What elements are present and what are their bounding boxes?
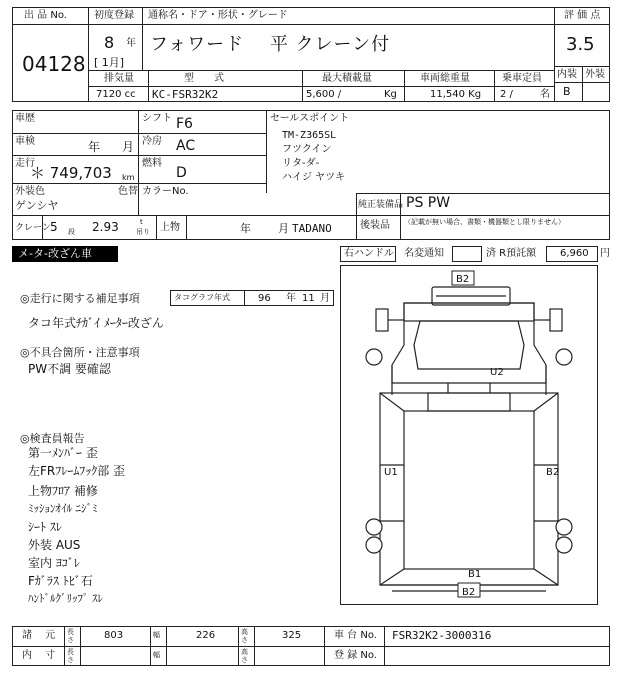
divider: [554, 24, 610, 25]
reg-year-suffix: 年: [126, 38, 136, 49]
fuel-label: 燃料: [142, 158, 162, 169]
inspector-item: 第一ﾒﾝﾊﾞｰ 歪: [28, 446, 98, 460]
divider: [12, 215, 610, 216]
inspector-header: ◎検査員報告: [20, 432, 85, 445]
divider: [554, 7, 555, 102]
gross-weight-label: 車両総重量: [420, 73, 470, 84]
gross-weight: 11,540 Kg: [430, 89, 482, 100]
chassis-label: 車 台 No.: [334, 630, 377, 641]
max-load: 5,600 /: [306, 89, 342, 100]
mark-b1: B1: [468, 569, 482, 580]
equipment-label: 純正装備品: [358, 200, 404, 210]
equipment-value: PS PW: [406, 195, 451, 211]
mark-b2-bottom: B2: [462, 587, 476, 598]
sales-point-4: ハイジ ヤツキ: [282, 172, 346, 183]
length-label-2: 長さ: [67, 648, 74, 664]
aftermarket-note: （記載が無い場合、書類・機器類とし限りません）: [404, 218, 565, 226]
shift-label: シフト: [142, 113, 172, 124]
lot-no-label: 出 品 No.: [24, 10, 67, 21]
displacement-label: 排気量: [104, 73, 134, 84]
divider: [324, 626, 325, 666]
divider: [148, 70, 149, 102]
inspector-item: ﾐｯｼｮﾝｵｲﾙ ﾆｼﾞﾐ: [28, 502, 98, 515]
displacement: 7120 cc: [96, 89, 136, 100]
divider: [266, 110, 267, 193]
divider: [554, 82, 610, 83]
crane-lift-unit: 吊り: [136, 228, 150, 236]
divider: [356, 193, 610, 194]
model-type-label: 型 式: [184, 73, 224, 84]
odometer-tampered-badge: メ-タ-改ざん車: [12, 246, 118, 262]
mileage: ＊ 749,703: [30, 164, 112, 182]
truck-outline: [340, 265, 598, 605]
dims-label: 諸 元: [22, 630, 56, 641]
ac-label: 冷房: [142, 136, 162, 147]
inspection-year: 年: [88, 140, 101, 154]
reg-year: 8: [104, 33, 115, 52]
sales-point-1: TM-Z365SL: [282, 130, 337, 141]
divider: [238, 626, 239, 666]
divider: [166, 626, 167, 666]
vehicle-diagram: [340, 265, 598, 605]
inspector-item: Fｶﾞﾗｽ ﾄﾋﾞ石: [28, 574, 93, 588]
recycle-label: 済 R預託額: [486, 248, 537, 259]
model-type: KC-FSR32K2: [152, 88, 219, 101]
score: 3.5: [566, 34, 595, 55]
interior-label: 内装: [557, 69, 577, 80]
model-name: フォワード 平 クレーン付: [150, 34, 391, 55]
name-change-label: 名変通知: [404, 248, 444, 259]
divider: [384, 626, 385, 666]
history-label: 車歴: [15, 113, 35, 124]
inspector-item: ﾊﾝﾄﾞﾙｸﾞﾘｯﾌﾟ ｽﾚ: [28, 592, 103, 605]
divider: [64, 626, 65, 666]
color-change-label: 色替: [118, 186, 138, 197]
divider: [302, 70, 303, 102]
upper-month: 月: [278, 222, 289, 235]
yen: 円: [600, 248, 610, 259]
divider: [186, 215, 187, 240]
tacho-month: 11: [302, 293, 315, 304]
lot-no: 04128: [22, 52, 86, 76]
interior-dims-label: 内 寸: [22, 650, 56, 661]
defects-note: PW不調 要確認: [28, 362, 111, 376]
length-label: 長さ: [67, 628, 74, 644]
tachograph-label: タコグラフ年式: [174, 293, 230, 302]
height-label: 高さ: [241, 628, 248, 644]
divider: [494, 70, 495, 102]
fuel: D: [176, 165, 187, 181]
tacho-year-unit: 年: [286, 293, 296, 304]
width-label-2: 幅: [153, 651, 160, 659]
mark-b2-top: B2: [456, 274, 470, 285]
divider: [12, 24, 88, 25]
height: 325: [282, 630, 302, 641]
divider: [244, 290, 245, 306]
upper-maker: TADANO: [292, 222, 332, 235]
max-load-unit: Kg: [384, 89, 397, 100]
mark-b2-side: B2: [546, 467, 560, 478]
tacho-year: 96: [258, 293, 271, 304]
divider: [138, 110, 139, 215]
divider: [80, 626, 81, 666]
divider: [88, 70, 554, 71]
upper-year: 年: [240, 222, 251, 235]
sales-points-label: セールスポイント: [270, 113, 350, 124]
inspection-label: 車検: [15, 136, 35, 147]
chassis-no: FSR32K2-3000316: [392, 629, 492, 642]
ext-color: ゲンシヤ: [15, 199, 59, 212]
defects-header: ◎不具合箇所・注意事項: [20, 346, 140, 359]
aftermarket-label: 後装品: [360, 220, 390, 231]
driving-note: タコ年式ﾁｶﾞｲ ﾒｰﾀｰ改ざん: [28, 316, 164, 330]
length: 803: [104, 630, 124, 641]
inspector-item: ｼｰﾄ ｽﾚ: [28, 520, 62, 534]
divider: [12, 183, 266, 184]
color-no-label: カラーNo.: [142, 186, 189, 197]
divider: [150, 626, 151, 666]
divider: [88, 86, 554, 87]
inspector-item: 室内 ﾖｺﾞﾚ: [28, 556, 80, 570]
inspector-item: 左FRﾌﾚｰﾑﾌｯｸ部 歪: [28, 464, 126, 478]
height-label-2: 高さ: [241, 648, 248, 664]
divider: [156, 215, 157, 240]
divider: [142, 7, 143, 24]
name-change-box: [452, 246, 482, 262]
inspector-item: 外装 AUS: [28, 538, 81, 552]
sales-point-3: リタ-ダ-: [282, 158, 320, 169]
exterior-label: 外装: [585, 69, 605, 80]
divider: [88, 24, 554, 25]
grade-label: 通称名・ドア・形状・グレード: [148, 10, 288, 21]
ext-color-label: 外装色: [15, 186, 45, 197]
divider: [12, 155, 266, 156]
width-label: 幅: [153, 631, 160, 639]
crane-label: クレーン: [15, 223, 51, 233]
recycle-amount: 6,960: [560, 248, 589, 259]
capacity: 2 /: [500, 89, 513, 100]
reg-no-label: 登 録 No.: [334, 650, 377, 661]
divider: [12, 646, 610, 647]
width: 226: [196, 630, 216, 641]
first-reg-label: 初度登録: [94, 10, 134, 21]
divider: [404, 70, 405, 102]
mileage-label: 走行: [15, 158, 35, 169]
capacity-label: 乗車定員: [502, 73, 542, 84]
interior-score: B: [563, 85, 571, 98]
divider: [142, 24, 143, 70]
ac: AC: [176, 138, 196, 154]
tacho-month-unit: 月: [320, 293, 330, 304]
driving-header: ◎走行に関する補足事項: [20, 292, 140, 305]
steering: 右ハンドル: [344, 248, 394, 259]
max-load-label: 最大積載量: [322, 73, 372, 84]
inspection-month: 月: [122, 140, 135, 154]
divider: [88, 7, 89, 102]
mileage-unit: km: [122, 173, 135, 182]
crane-stages: 5: [50, 220, 58, 234]
crane-stages-unit: 段: [68, 228, 75, 236]
crane-tons: 2.93: [92, 220, 119, 234]
upper-label: 上物: [160, 222, 180, 233]
score-label: 評 価 点: [564, 10, 601, 21]
divider: [356, 193, 357, 240]
sales-point-2: フツクイン: [282, 144, 332, 155]
inspector-item: 上物ﾌﾛｱ 補修: [28, 484, 98, 498]
crane-tons-unit: t: [140, 218, 143, 226]
reg-month: [ 1月]: [94, 56, 125, 69]
divider: [582, 66, 583, 102]
divider: [254, 626, 255, 666]
mark-u1: U1: [384, 467, 398, 478]
shift: F6: [176, 116, 193, 132]
mark-u2: U2: [490, 367, 504, 378]
divider: [12, 133, 266, 134]
capacity-unit: 名: [540, 89, 550, 100]
